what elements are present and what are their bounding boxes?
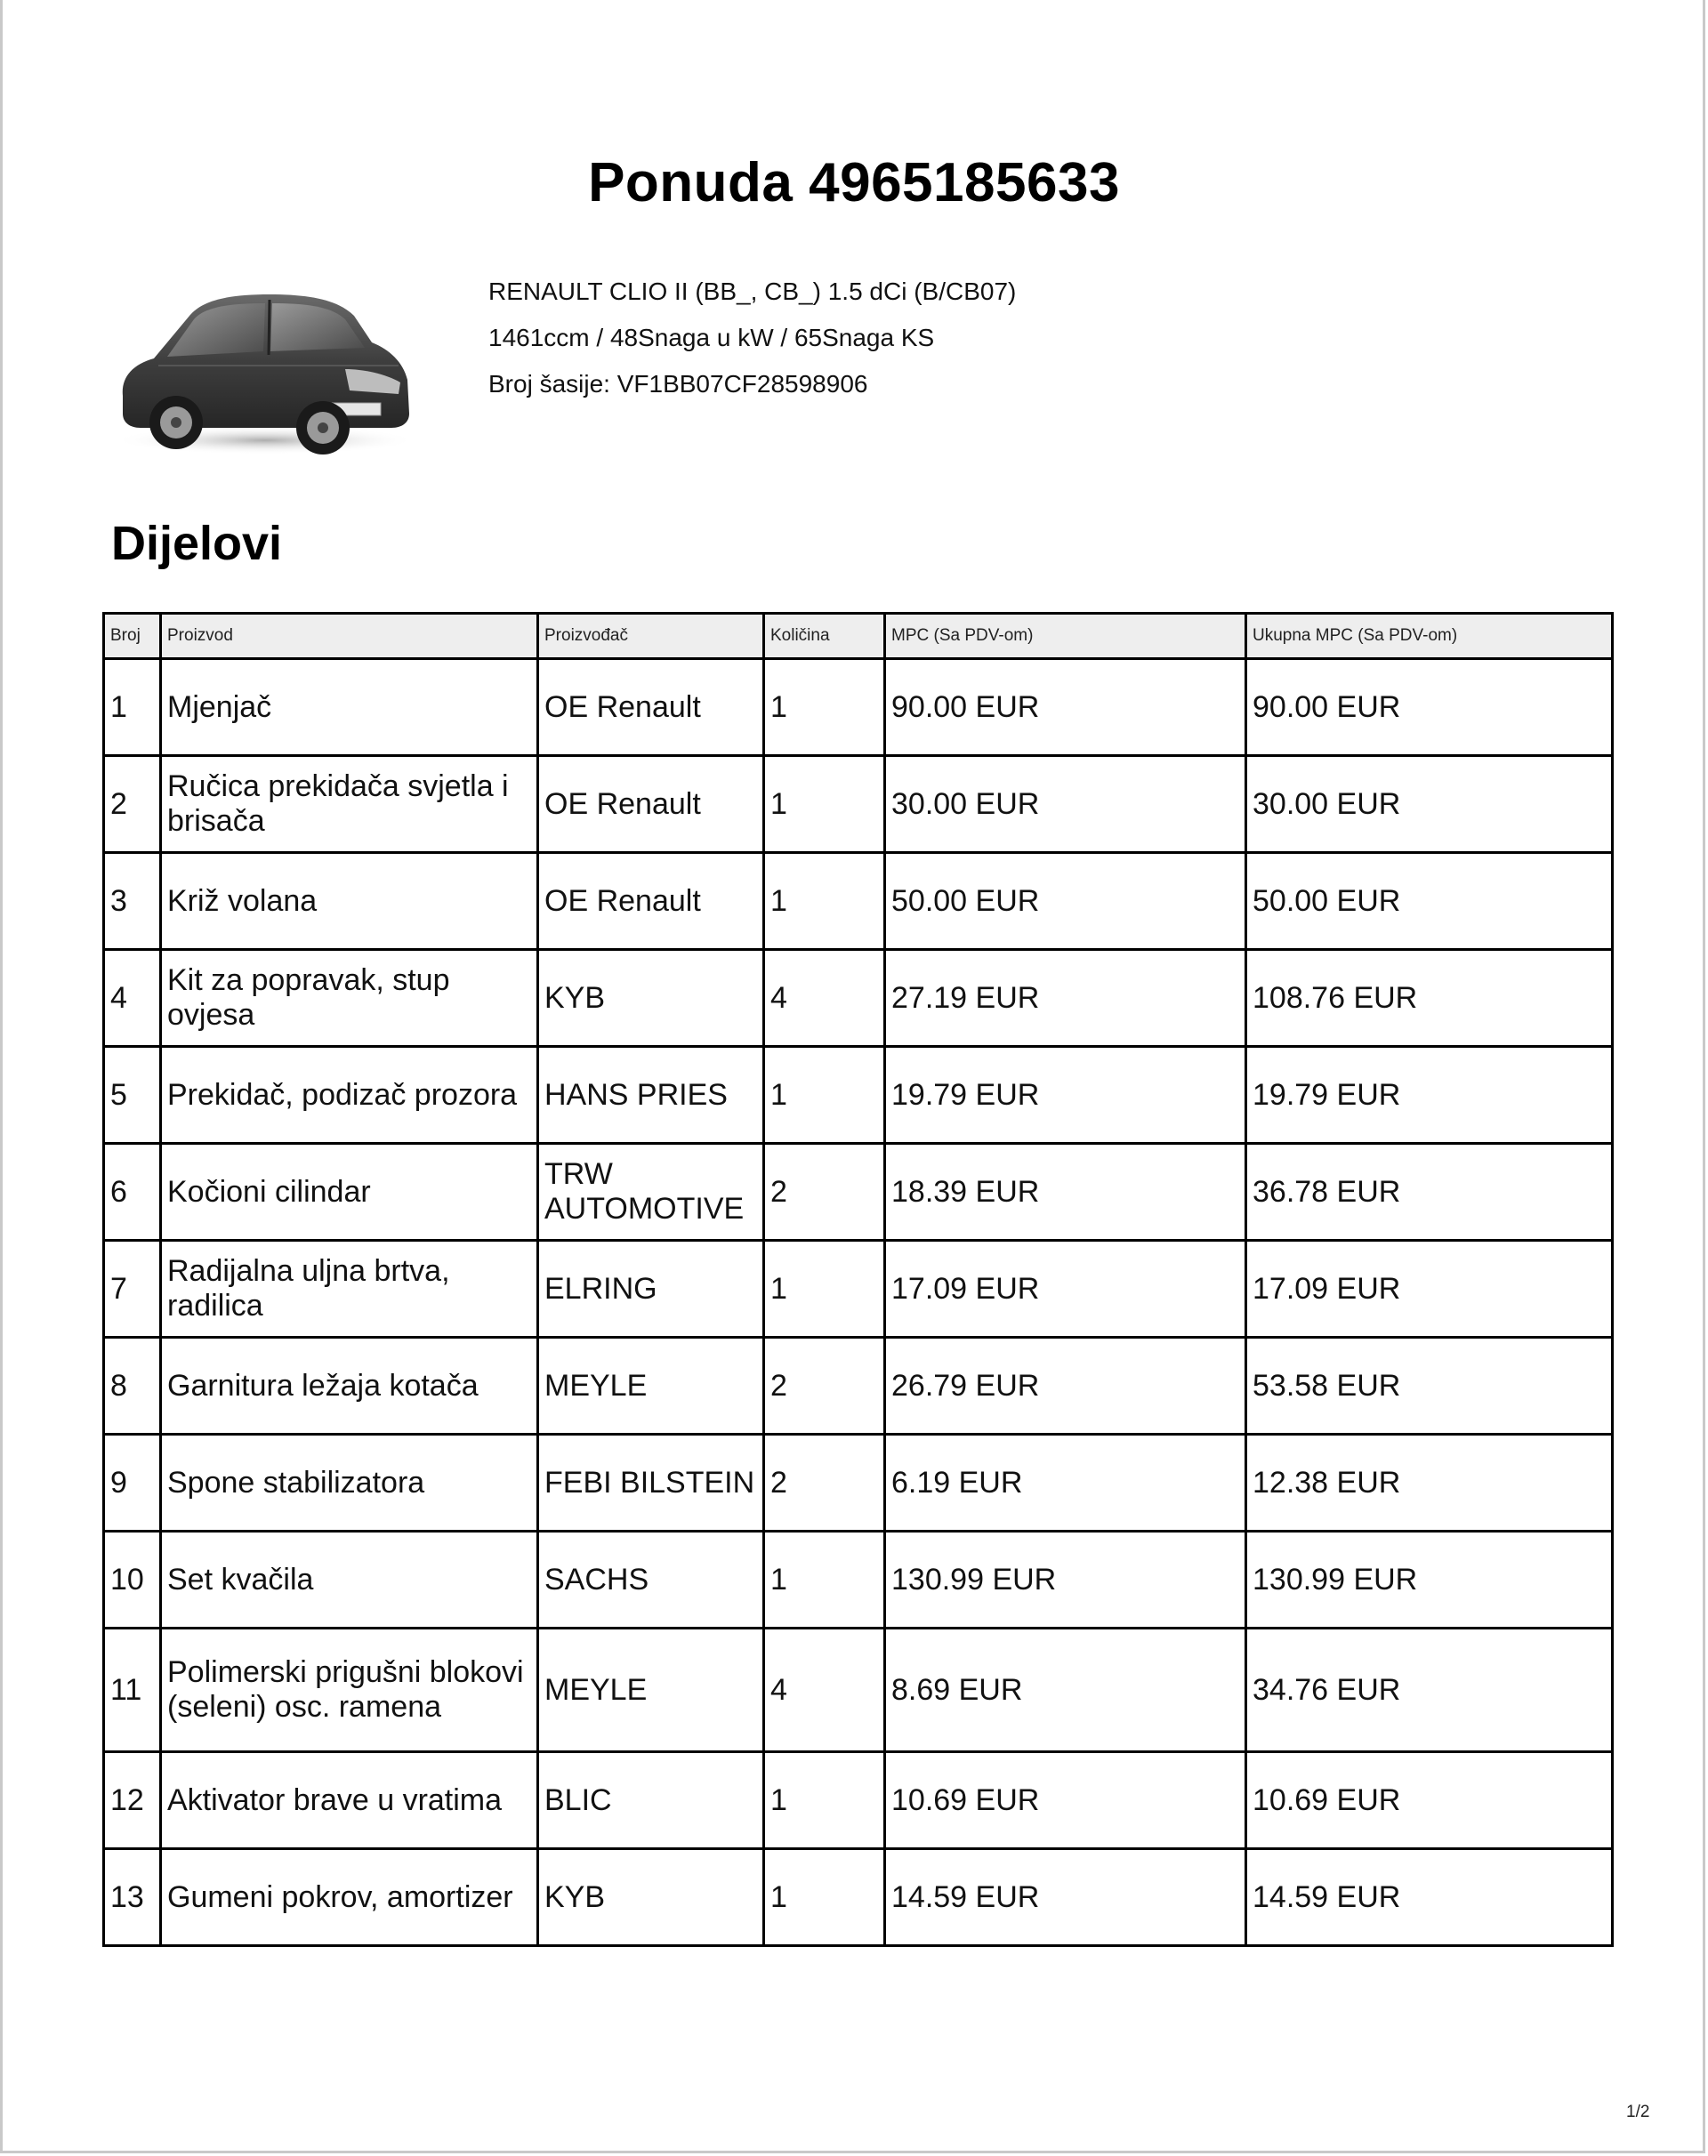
cell-quantity: 2 <box>764 1338 885 1435</box>
cell-unit-price: 26.79 EUR <box>885 1338 1246 1435</box>
cell-total-price: 130.99 EUR <box>1246 1532 1613 1629</box>
cell-total-price: 34.76 EUR <box>1246 1629 1613 1752</box>
column-header-manufacturer: Proizvođač <box>538 614 764 659</box>
cell-manufacturer: FEBI BILSTEIN <box>538 1435 764 1532</box>
vehicle-info <box>488 269 1016 407</box>
cell-total-price: 53.58 EUR <box>1246 1338 1613 1435</box>
cell-manufacturer: TRW AUTOMOTIVE <box>538 1144 764 1241</box>
column-header-number: Broj <box>104 614 161 659</box>
cell-quantity: 1 <box>764 1241 885 1338</box>
table-row <box>104 1047 1613 1144</box>
column-header-total-price: Ukupna MPC (Sa PDV-om) <box>1246 614 1613 659</box>
page-title: Ponuda 4965185633 <box>588 152 1120 213</box>
cell-unit-price: 6.19 EUR <box>885 1435 1246 1532</box>
table-row <box>104 1629 1613 1752</box>
cell-quantity: 1 <box>764 756 885 853</box>
cell-number: 12 <box>104 1752 161 1849</box>
cell-manufacturer: OE Renault <box>538 853 764 950</box>
cell-total-price: 30.00 EUR <box>1246 756 1613 853</box>
cell-product: Radijalna uljna brtva, radilica <box>161 1241 538 1338</box>
table-row <box>104 950 1613 1047</box>
cell-manufacturer: KYB <box>538 950 764 1047</box>
cell-quantity: 1 <box>764 1752 885 1849</box>
cell-number: 11 <box>104 1629 161 1752</box>
cell-manufacturer: SACHS <box>538 1532 764 1629</box>
cell-quantity: 1 <box>764 1532 885 1629</box>
column-header-unit-price: MPC (Sa PDV-om) <box>885 614 1246 659</box>
cell-product: Prekidač, podizač prozora <box>161 1047 538 1144</box>
cell-number: 9 <box>104 1435 161 1532</box>
cell-unit-price: 50.00 EUR <box>885 853 1246 950</box>
cell-product: Set kvačila <box>161 1532 538 1629</box>
cell-quantity: 1 <box>764 1849 885 1946</box>
vehicle-model: RENAULT CLIO II (BB_, CB_) 1.5 dCi (B/CB07) <box>488 278 1017 305</box>
table-row <box>104 853 1613 950</box>
table-row <box>104 1144 1613 1241</box>
cell-total-price: 17.09 EUR <box>1246 1241 1613 1338</box>
cell-total-price: 19.79 EUR <box>1246 1047 1613 1144</box>
cell-number: 7 <box>104 1241 161 1338</box>
cell-quantity: 1 <box>764 853 885 950</box>
cell-manufacturer: OE Renault <box>538 659 764 756</box>
cell-product: Kit za popravak, stup ovjesa <box>161 950 538 1047</box>
cell-product: Gumeni pokrov, amortizer <box>161 1849 538 1946</box>
cell-number: 4 <box>104 950 161 1047</box>
cell-number: 5 <box>104 1047 161 1144</box>
cell-number: 6 <box>104 1144 161 1241</box>
table-row <box>104 1849 1613 1946</box>
cell-quantity: 1 <box>764 1047 885 1144</box>
cell-product: Aktivator brave u vratima <box>161 1752 538 1849</box>
cell-product: Garnitura ležaja kotača <box>161 1338 538 1435</box>
table-row <box>104 1338 1613 1435</box>
cell-unit-price: 27.19 EUR <box>885 950 1246 1047</box>
cell-total-price: 50.00 EUR <box>1246 853 1613 950</box>
cell-product: Kočioni cilindar <box>161 1144 538 1241</box>
cell-unit-price: 90.00 EUR <box>885 659 1246 756</box>
vehicle-specs: 1461ccm / 48Snaga u kW / 65Snaga KS <box>488 324 935 351</box>
cell-unit-price: 30.00 EUR <box>885 756 1246 853</box>
cell-number: 1 <box>104 659 161 756</box>
cell-unit-price: 17.09 EUR <box>885 1241 1246 1338</box>
page-number: 1/2 <box>1626 2103 1650 2121</box>
vehicle-chassis: Broj šasije: VF1BB07CF28598906 <box>488 370 868 398</box>
cell-quantity: 2 <box>764 1435 885 1532</box>
column-header-product: Proizvod <box>161 614 538 659</box>
cell-unit-price: 18.39 EUR <box>885 1144 1246 1241</box>
table-row <box>104 756 1613 853</box>
cell-quantity: 4 <box>764 950 885 1047</box>
cell-unit-price: 19.79 EUR <box>885 1047 1246 1144</box>
parts-table <box>102 612 1614 1947</box>
table-row <box>104 1532 1613 1629</box>
cell-product: Spone stabilizatora <box>161 1435 538 1532</box>
car-photo-icon <box>105 280 425 458</box>
cell-manufacturer: MEYLE <box>538 1629 764 1752</box>
cell-manufacturer: BLIC <box>538 1752 764 1849</box>
cell-manufacturer: MEYLE <box>538 1338 764 1435</box>
cell-product: Križ volana <box>161 853 538 950</box>
cell-number: 13 <box>104 1849 161 1946</box>
cell-manufacturer: KYB <box>538 1849 764 1946</box>
table-row <box>104 1752 1613 1849</box>
cell-manufacturer: ELRING <box>538 1241 764 1338</box>
table-row <box>104 659 1613 756</box>
table-header-row <box>104 614 1613 659</box>
cell-quantity: 1 <box>764 659 885 756</box>
cell-product: Mjenjač <box>161 659 538 756</box>
cell-number: 3 <box>104 853 161 950</box>
cell-manufacturer: HANS PRIES <box>538 1047 764 1144</box>
cell-product: Ručica prekidača svjetla i brisača <box>161 756 538 853</box>
cell-total-price: 36.78 EUR <box>1246 1144 1613 1241</box>
cell-unit-price: 10.69 EUR <box>885 1752 1246 1849</box>
cell-unit-price: 130.99 EUR <box>885 1532 1246 1629</box>
section-heading: Dijelovi <box>111 517 283 570</box>
column-header-quantity: Količina <box>764 614 885 659</box>
cell-unit-price: 14.59 EUR <box>885 1849 1246 1946</box>
cell-total-price: 108.76 EUR <box>1246 950 1613 1047</box>
table-row <box>104 1435 1613 1532</box>
cell-total-price: 10.69 EUR <box>1246 1752 1613 1849</box>
cell-manufacturer: OE Renault <box>538 756 764 853</box>
cell-number: 2 <box>104 756 161 853</box>
cell-number: 8 <box>104 1338 161 1435</box>
cell-quantity: 2 <box>764 1144 885 1241</box>
cell-total-price: 14.59 EUR <box>1246 1849 1613 1946</box>
cell-product: Polimerski prigušni blokovi (seleni) osc. ramena <box>161 1629 538 1752</box>
cell-number: 10 <box>104 1532 161 1629</box>
table-row <box>104 1241 1613 1338</box>
cell-total-price: 12.38 EUR <box>1246 1435 1613 1532</box>
cell-total-price: 90.00 EUR <box>1246 659 1613 756</box>
cell-unit-price: 8.69 EUR <box>885 1629 1246 1752</box>
cell-quantity: 4 <box>764 1629 885 1752</box>
